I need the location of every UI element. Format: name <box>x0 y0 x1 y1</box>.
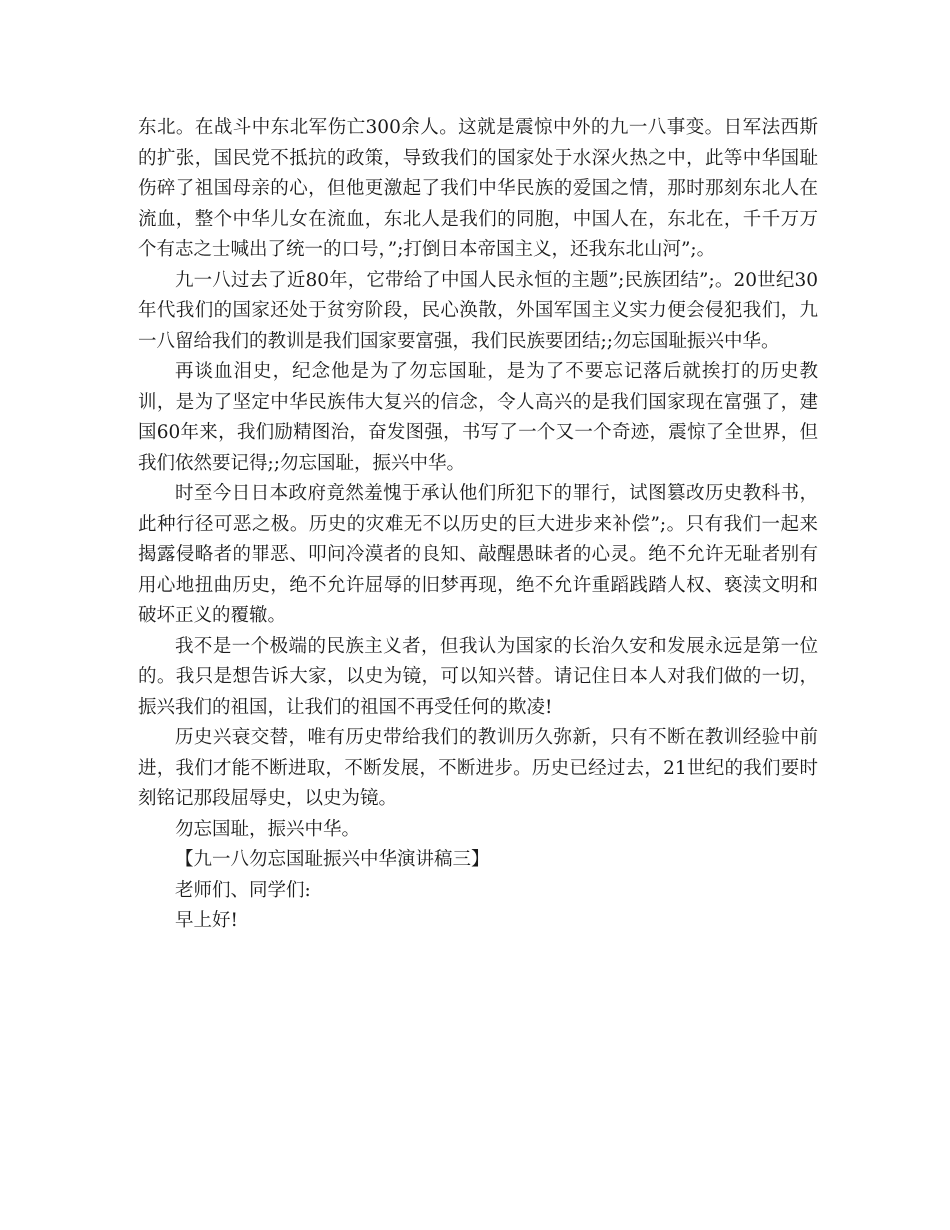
paragraph-3: 再谈血泪史，纪念他是为了勿忘国耻，是为了不要忘记落后就挨打的历史教训，是为了坚定中华民族伟大复兴的信念，令人高兴的是我们国家现在富强了，建国60年来，我们励精图治，奋发图强，书写了一个又一个奇迹，震惊了全世界，但我们依然要记得;;勿忘国耻，振兴中华。 <box>138 361 818 474</box>
greeting: 早上好! <box>175 910 238 931</box>
paragraph-5: 我不是一个极端的民族主义者，但我认为国家的长治久安和发展永远是第一位的。我只是想告诉大家，以史为镜，可以知兴替。请记住日本人对我们做的一切，振兴我们的祖国，让我们的祖国不再受任何的欺凌! <box>138 635 818 718</box>
paragraph-2: 九一八过去了近80年，它带给了中国人民永恒的主题”;民族团结”;。20世纪30年代我们的国家还处于贫穷阶段，民心涣散，外国军国主义实力便会侵犯我们，九一八留给我们的教训是我们国家要富强，我们民族要团结;;勿忘国耻振兴中华。 <box>138 269 818 352</box>
paragraph-4: 时至今日日本政府竟然羞愧于承认他们所犯下的罪行，试图篡改历史教科书，此种行径可恶之极。历史的灾难无不以历史的巨大进步来补偿”;。只有我们一起来揭露侵略者的罪恶、叩问冷漠者的良知、敲醒愚昧者的心灵。绝不允许无耻者别有用心地扭曲历史，绝不允许屈辱的旧梦再现，绝不允许重蹈践踏人权、亵渎文明和破坏正义的覆辙。 <box>138 483 818 626</box>
document-body <box>138 113 818 937</box>
paragraph-1: 东北。在战斗中东北军伤亡300余人。这就是震惊中外的九一八事变。日军法西斯的扩张，国民党不抵抗的政策，导致我们的国家处于水深火热之中，此等中华国耻伤碎了祖国母亲的心，但他更激起了我们中华民族的爱国之情，那时那刻东北人在流血，整个中华儿女在流血，东北人是我们的同胞，中国人在，东北在，千千万万个有志之士喊出了统一的口号，”;打倒日本帝国主义，还我东北山河”;。 <box>138 117 818 260</box>
salutation: 老师们、同学们: <box>175 879 311 901</box>
paragraph-6: 历史兴衰交替，唯有历史带给我们的教训历久弥新，只有不断在教训经验中前进，我们才能不断进取，不断发展，不断进步。历史已经过去，21世纪的我们要时刻铭记那段屈辱史，以史为镜。 <box>138 727 818 809</box>
paragraph-7: 勿忘国耻，振兴中华。 <box>175 818 361 840</box>
section-heading: 【九一八勿忘国耻振兴中华演讲稿三】 <box>175 849 490 870</box>
